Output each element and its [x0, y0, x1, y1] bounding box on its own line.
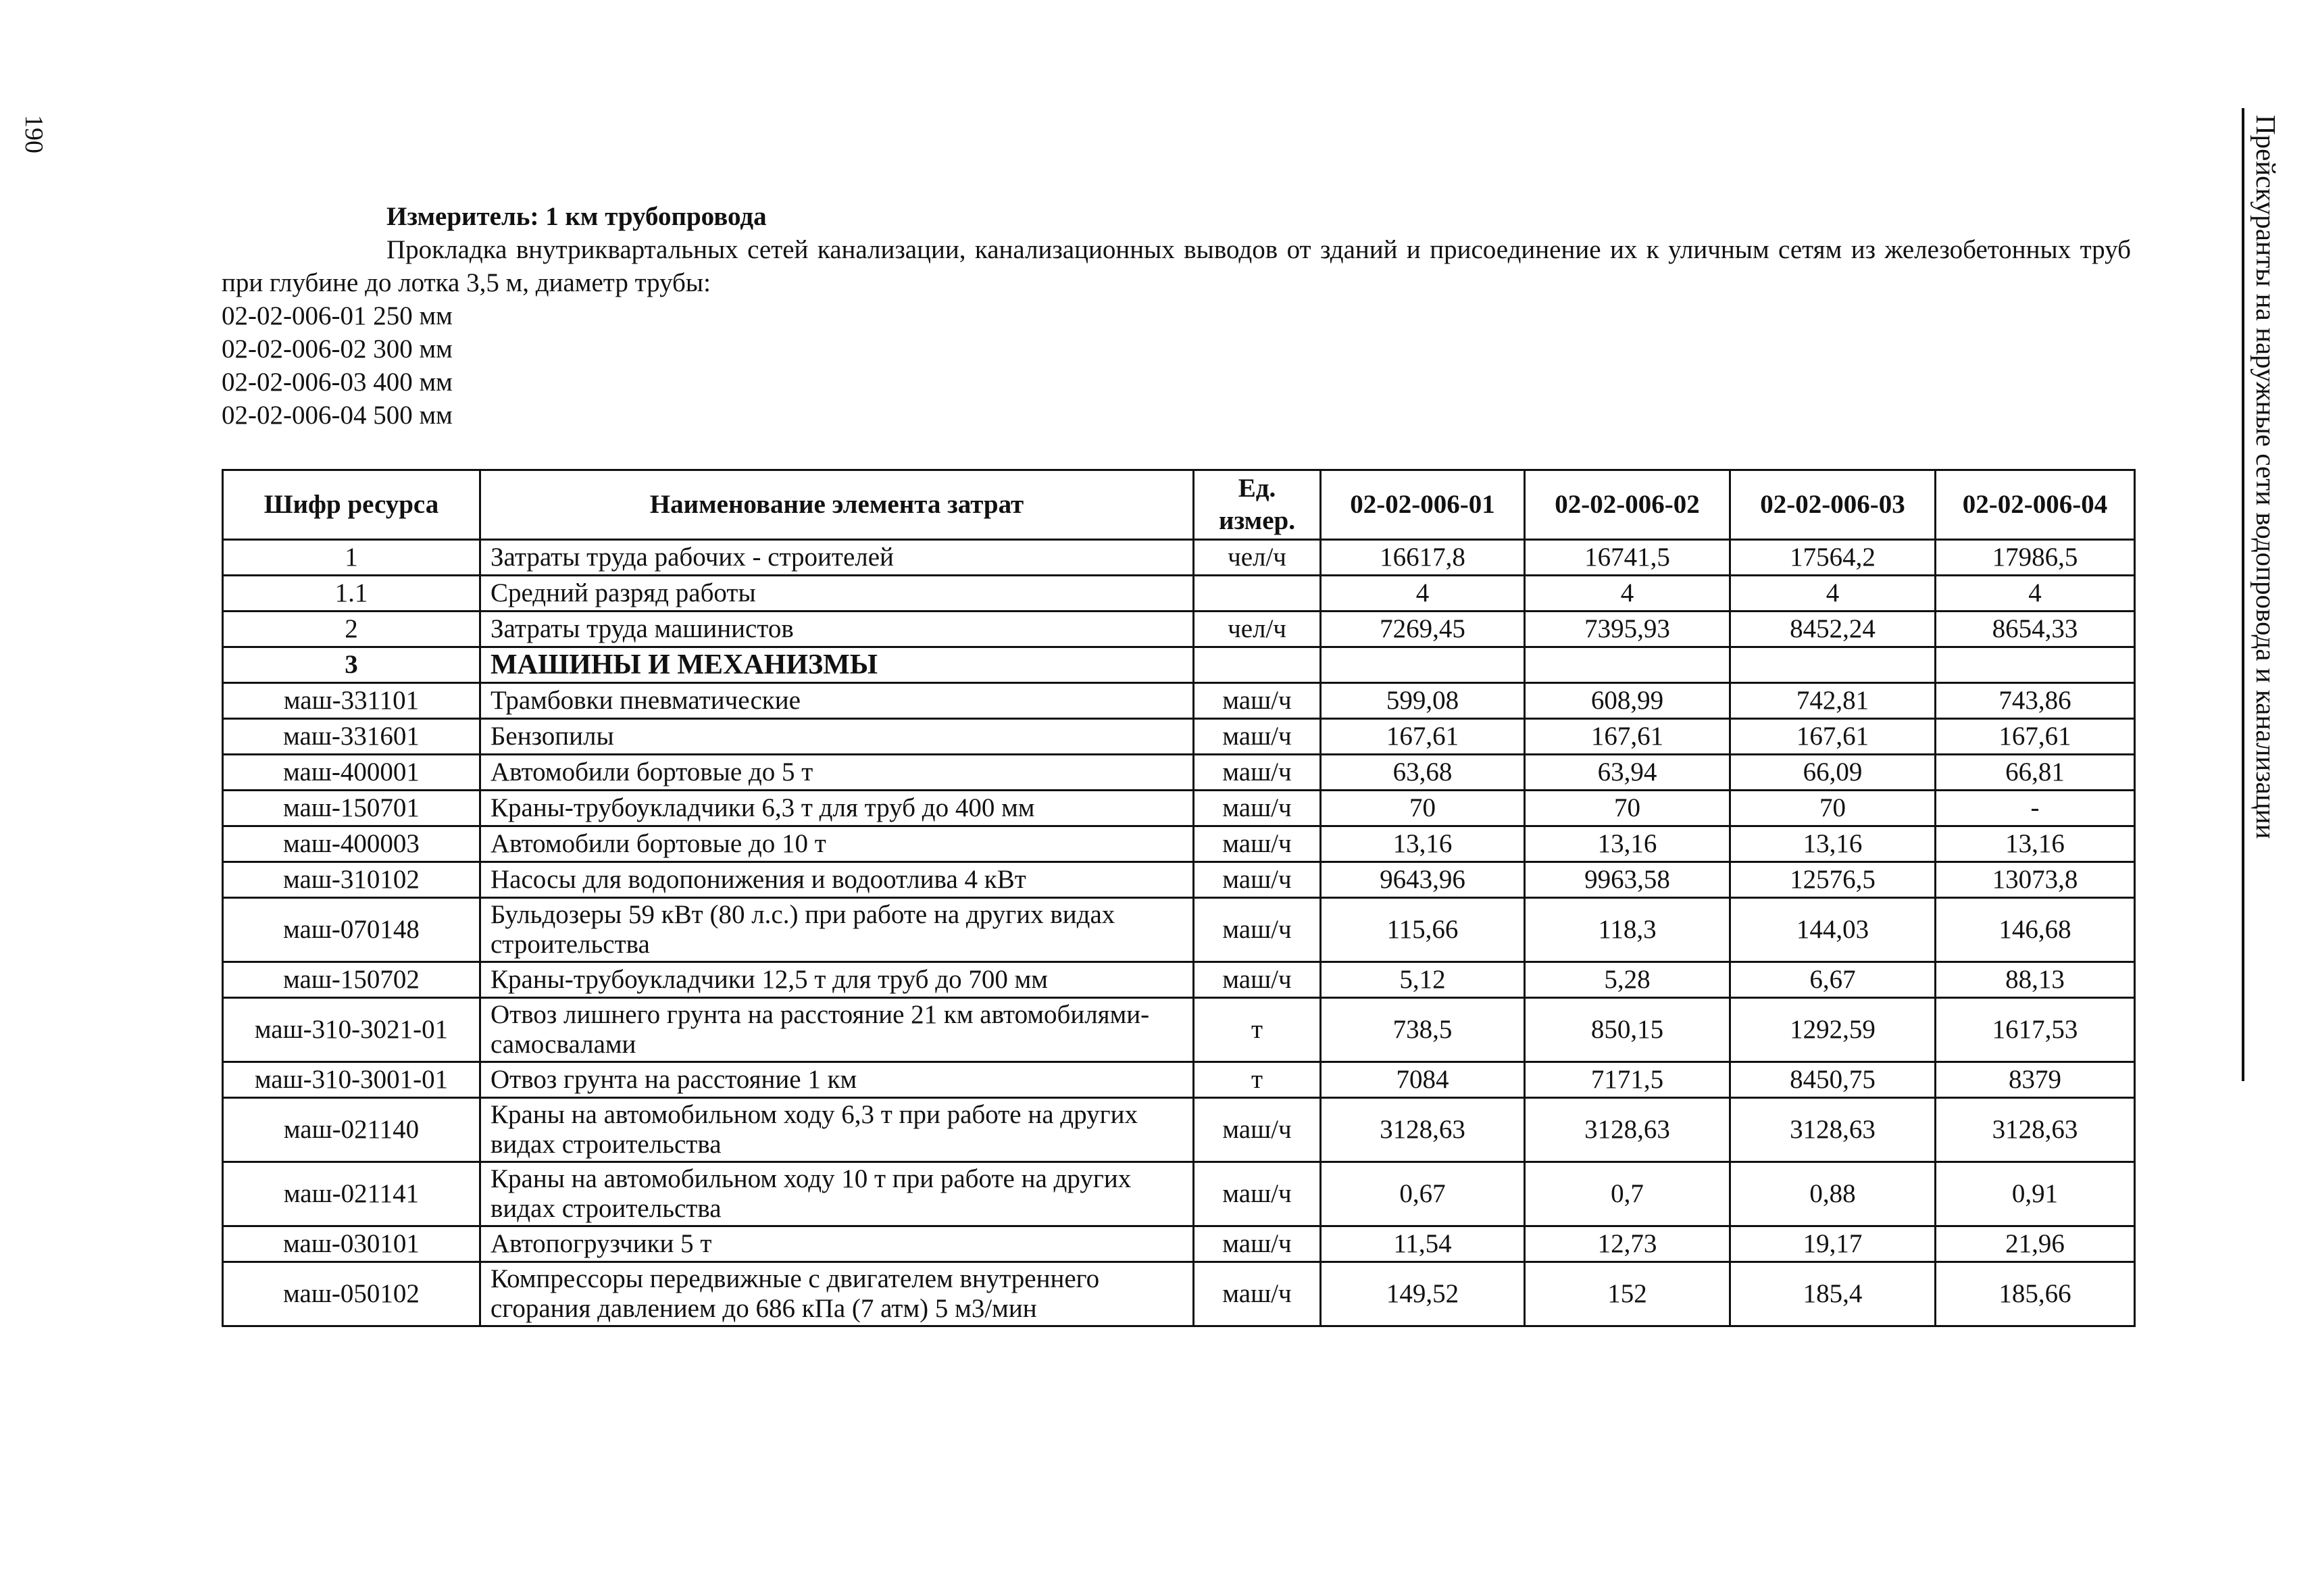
cell-value-col4: 66,81 [1936, 755, 2135, 791]
cell-value-col4: - [1936, 791, 2135, 826]
cell-code: 1.1 [223, 576, 480, 612]
cell-value-col3: 12576,5 [1730, 862, 1936, 898]
cell-code: маш-150702 [223, 962, 480, 998]
table-row [223, 612, 2135, 647]
cell-name: Бензопилы [480, 719, 1194, 755]
cell-value-col1: 9643,96 [1321, 862, 1525, 898]
cell-value-col4: 167,61 [1936, 719, 2135, 755]
description: Прокладка внутриквартальных сетей канализации, канализационных выводов от зданий и присоединение их к уличным сетям из железобетонных труб при глубине до лотка 3,5 м, диаметр трубы: [222, 235, 2131, 297]
cell-value-col2 [1525, 647, 1730, 683]
cell-value-col1: 115,66 [1321, 898, 1525, 962]
cell-unit: чел/ч [1194, 540, 1321, 576]
cell-value-col3: 17564,2 [1730, 540, 1936, 576]
header-col2: 02-02-006-02 [1525, 470, 1730, 540]
cell-name: Краны-трубоукладчики 12,5 т для труб до 700 мм [480, 962, 1194, 998]
cell-name: Автомобили бортовые до 10 т [480, 826, 1194, 862]
table-row [223, 962, 2135, 998]
cell-unit: маш/ч [1194, 755, 1321, 791]
cell-code: маш-150701 [223, 791, 480, 826]
side-title: Прейскуранты на наружные сети водопровода и канализации [2250, 115, 2282, 839]
cell-value-col3: 8450,75 [1730, 1062, 1936, 1098]
cell-value-col2: 152 [1525, 1262, 1730, 1326]
cell-unit: маш/ч [1194, 962, 1321, 998]
cell-code: маш-331601 [223, 719, 480, 755]
cell-value-col2: 13,16 [1525, 826, 1730, 862]
cell-code: маш-310102 [223, 862, 480, 898]
cell-value-col4: 0,91 [1936, 1162, 2135, 1226]
cell-value-col2: 70 [1525, 791, 1730, 826]
cell-code: 3 [223, 647, 480, 683]
page-number: 190 [20, 115, 48, 153]
code-line: 02-02-006-04 500 мм [222, 401, 453, 430]
cell-value-col1: 16617,8 [1321, 540, 1525, 576]
cell-code: маш-331101 [223, 683, 480, 719]
header-unit: Ед. измер. [1194, 470, 1321, 540]
cell-name: Затраты труда рабочих - строителей [480, 540, 1194, 576]
cell-unit: маш/ч [1194, 1262, 1321, 1326]
cell-code: маш-310-3021-01 [223, 998, 480, 1062]
cell-code: маш-030101 [223, 1226, 480, 1262]
cell-name: Краны-трубоукладчики 6,3 т для труб до 400 мм [480, 791, 1194, 826]
cell-value-col3: 3128,63 [1730, 1098, 1936, 1162]
cell-value-col3: 6,67 [1730, 962, 1936, 998]
table-header-row [223, 470, 2135, 540]
cell-value-col4: 13073,8 [1936, 862, 2135, 898]
cell-value-col4: 8654,33 [1936, 612, 2135, 647]
cell-name: Бульдозеры 59 кВт (80 л.с.) при работе на других видах строительства [480, 898, 1194, 962]
cell-value-col2: 7395,93 [1525, 612, 1730, 647]
table-row [223, 1262, 2135, 1326]
code-line: 02-02-006-02 300 мм [222, 334, 453, 364]
cell-value-col3: 19,17 [1730, 1226, 1936, 1262]
cell-value-col4: 17986,5 [1936, 540, 2135, 576]
cell-value-col4: 21,96 [1936, 1226, 2135, 1262]
cell-value-col3: 742,81 [1730, 683, 1936, 719]
cell-value-col1 [1321, 647, 1525, 683]
table-row [223, 683, 2135, 719]
cell-value-col3: 13,16 [1730, 826, 1936, 862]
cell-value-col3: 4 [1730, 576, 1936, 612]
cell-value-col2: 167,61 [1525, 719, 1730, 755]
cell-value-col3: 185,4 [1730, 1262, 1936, 1326]
cell-unit [1194, 576, 1321, 612]
table-row [223, 1162, 2135, 1226]
cell-value-col3: 66,09 [1730, 755, 1936, 791]
cell-unit: маш/ч [1194, 826, 1321, 862]
cell-value-col4 [1936, 647, 2135, 683]
cell-value-col3: 1292,59 [1730, 998, 1936, 1062]
cell-code: маш-400001 [223, 755, 480, 791]
cell-value-col3: 70 [1730, 791, 1936, 826]
cell-value-col4: 88,13 [1936, 962, 2135, 998]
cell-code: маш-021141 [223, 1162, 480, 1226]
cell-value-col3: 167,61 [1730, 719, 1936, 755]
cell-name: Краны на автомобильном ходу 6,3 т при работе на других видах строительства [480, 1098, 1194, 1162]
cell-value-col4: 4 [1936, 576, 2135, 612]
table-row [223, 719, 2135, 755]
cell-unit: маш/ч [1194, 683, 1321, 719]
cell-value-col3: 144,03 [1730, 898, 1936, 962]
cell-unit: маш/ч [1194, 719, 1321, 755]
cell-code: 2 [223, 612, 480, 647]
cell-unit: маш/ч [1194, 1226, 1321, 1262]
cell-value-col2: 12,73 [1525, 1226, 1730, 1262]
cell-name: Краны на автомобильном ходу 10 т при работе на других видах строительства [480, 1162, 1194, 1226]
side-rule [2242, 108, 2244, 1081]
table-row [223, 576, 2135, 612]
cell-value-col1: 7269,45 [1321, 612, 1525, 647]
cell-value-col3: 0,88 [1730, 1162, 1936, 1226]
cell-name: Насосы для водопонижения и водоотлива 4 кВт [480, 862, 1194, 898]
table-row [223, 1226, 2135, 1262]
cell-value-col2: 118,3 [1525, 898, 1730, 962]
cell-value-col2: 16741,5 [1525, 540, 1730, 576]
header-col4: 02-02-006-04 [1936, 470, 2135, 540]
cell-code: 1 [223, 540, 480, 576]
cell-value-col4: 743,86 [1936, 683, 2135, 719]
cell-name: МАШИНЫ И МЕХАНИЗМЫ [480, 647, 1194, 683]
table-row [223, 1098, 2135, 1162]
cell-unit: чел/ч [1194, 612, 1321, 647]
header-name: Наименование элемента затрат [480, 470, 1194, 540]
table-row [223, 826, 2135, 862]
cell-value-col2: 850,15 [1525, 998, 1730, 1062]
cell-value-col3: 8452,24 [1730, 612, 1936, 647]
cell-value-col1: 167,61 [1321, 719, 1525, 755]
cell-value-col2: 63,94 [1525, 755, 1730, 791]
cell-value-col1: 11,54 [1321, 1226, 1525, 1262]
cell-code: маш-310-3001-01 [223, 1062, 480, 1098]
code-line: 02-02-006-01 250 мм [222, 301, 453, 330]
table-body [223, 540, 2135, 1326]
cell-unit: т [1194, 1062, 1321, 1098]
cell-code: маш-070148 [223, 898, 480, 962]
cell-unit: маш/ч [1194, 791, 1321, 826]
cell-name: Отвоз грунта на расстояние 1 км [480, 1062, 1194, 1098]
cell-value-col2: 9963,58 [1525, 862, 1730, 898]
cell-unit: маш/ч [1194, 862, 1321, 898]
cell-value-col1: 599,08 [1321, 683, 1525, 719]
cell-value-col1: 0,67 [1321, 1162, 1525, 1226]
table-row [223, 791, 2135, 826]
header-col1: 02-02-006-01 [1321, 470, 1525, 540]
cell-value-col2: 0,7 [1525, 1162, 1730, 1226]
cell-value-col1: 63,68 [1321, 755, 1525, 791]
cell-unit: маш/ч [1194, 1098, 1321, 1162]
cell-value-col1: 13,16 [1321, 826, 1525, 862]
table-row [223, 998, 2135, 1062]
cell-value-col4: 1617,53 [1936, 998, 2135, 1062]
cell-value-col4: 8379 [1936, 1062, 2135, 1098]
cost-table [222, 469, 2136, 1327]
cell-unit: маш/ч [1194, 1162, 1321, 1226]
cell-value-col4: 13,16 [1936, 826, 2135, 862]
cell-value-col2: 5,28 [1525, 962, 1730, 998]
cell-value-col1: 4 [1321, 576, 1525, 612]
cell-value-col4: 3128,63 [1936, 1098, 2135, 1162]
cell-code: маш-400003 [223, 826, 480, 862]
measure-title: Измеритель: 1 км трубопровода [386, 202, 767, 231]
table-row [223, 755, 2135, 791]
cell-name: Затраты труда машинистов [480, 612, 1194, 647]
cell-name: Автомобили бортовые до 5 т [480, 755, 1194, 791]
cell-value-col2: 608,99 [1525, 683, 1730, 719]
cell-value-col1: 149,52 [1321, 1262, 1525, 1326]
cell-code: маш-021140 [223, 1098, 480, 1162]
header-code: Шифр ресурса [223, 470, 480, 540]
cell-value-col1: 70 [1321, 791, 1525, 826]
table-row [223, 1062, 2135, 1098]
table-row [223, 898, 2135, 962]
cell-value-col3 [1730, 647, 1936, 683]
cell-name: Трамбовки пневматические [480, 683, 1194, 719]
cell-value-col2: 4 [1525, 576, 1730, 612]
cell-name: Автопогрузчики 5 т [480, 1226, 1194, 1262]
cell-value-col4: 146,68 [1936, 898, 2135, 962]
cell-unit: т [1194, 998, 1321, 1062]
cell-value-col1: 738,5 [1321, 998, 1525, 1062]
cell-value-col1: 5,12 [1321, 962, 1525, 998]
table-row [223, 540, 2135, 576]
cell-unit: маш/ч [1194, 898, 1321, 962]
table-row [223, 647, 2135, 683]
cell-value-col4: 185,66 [1936, 1262, 2135, 1326]
cell-name: Отвоз лишнего грунта на расстояние 21 км автомобилями-самосвалами [480, 998, 1194, 1062]
cell-value-col1: 3128,63 [1321, 1098, 1525, 1162]
cell-value-col2: 3128,63 [1525, 1098, 1730, 1162]
cell-value-col2: 7171,5 [1525, 1062, 1730, 1098]
cell-code: маш-050102 [223, 1262, 480, 1326]
cell-name: Компрессоры передвижные с двигателем внутреннего сгорания давлением до 686 кПа (7 атм) 5 м3/мин [480, 1262, 1194, 1326]
intro-block [222, 200, 2131, 432]
cell-value-col1: 7084 [1321, 1062, 1525, 1098]
cell-name: Средний разряд работы [480, 576, 1194, 612]
cell-unit [1194, 647, 1321, 683]
code-line: 02-02-006-03 400 мм [222, 368, 453, 397]
table-row [223, 862, 2135, 898]
header-col3: 02-02-006-03 [1730, 470, 1936, 540]
